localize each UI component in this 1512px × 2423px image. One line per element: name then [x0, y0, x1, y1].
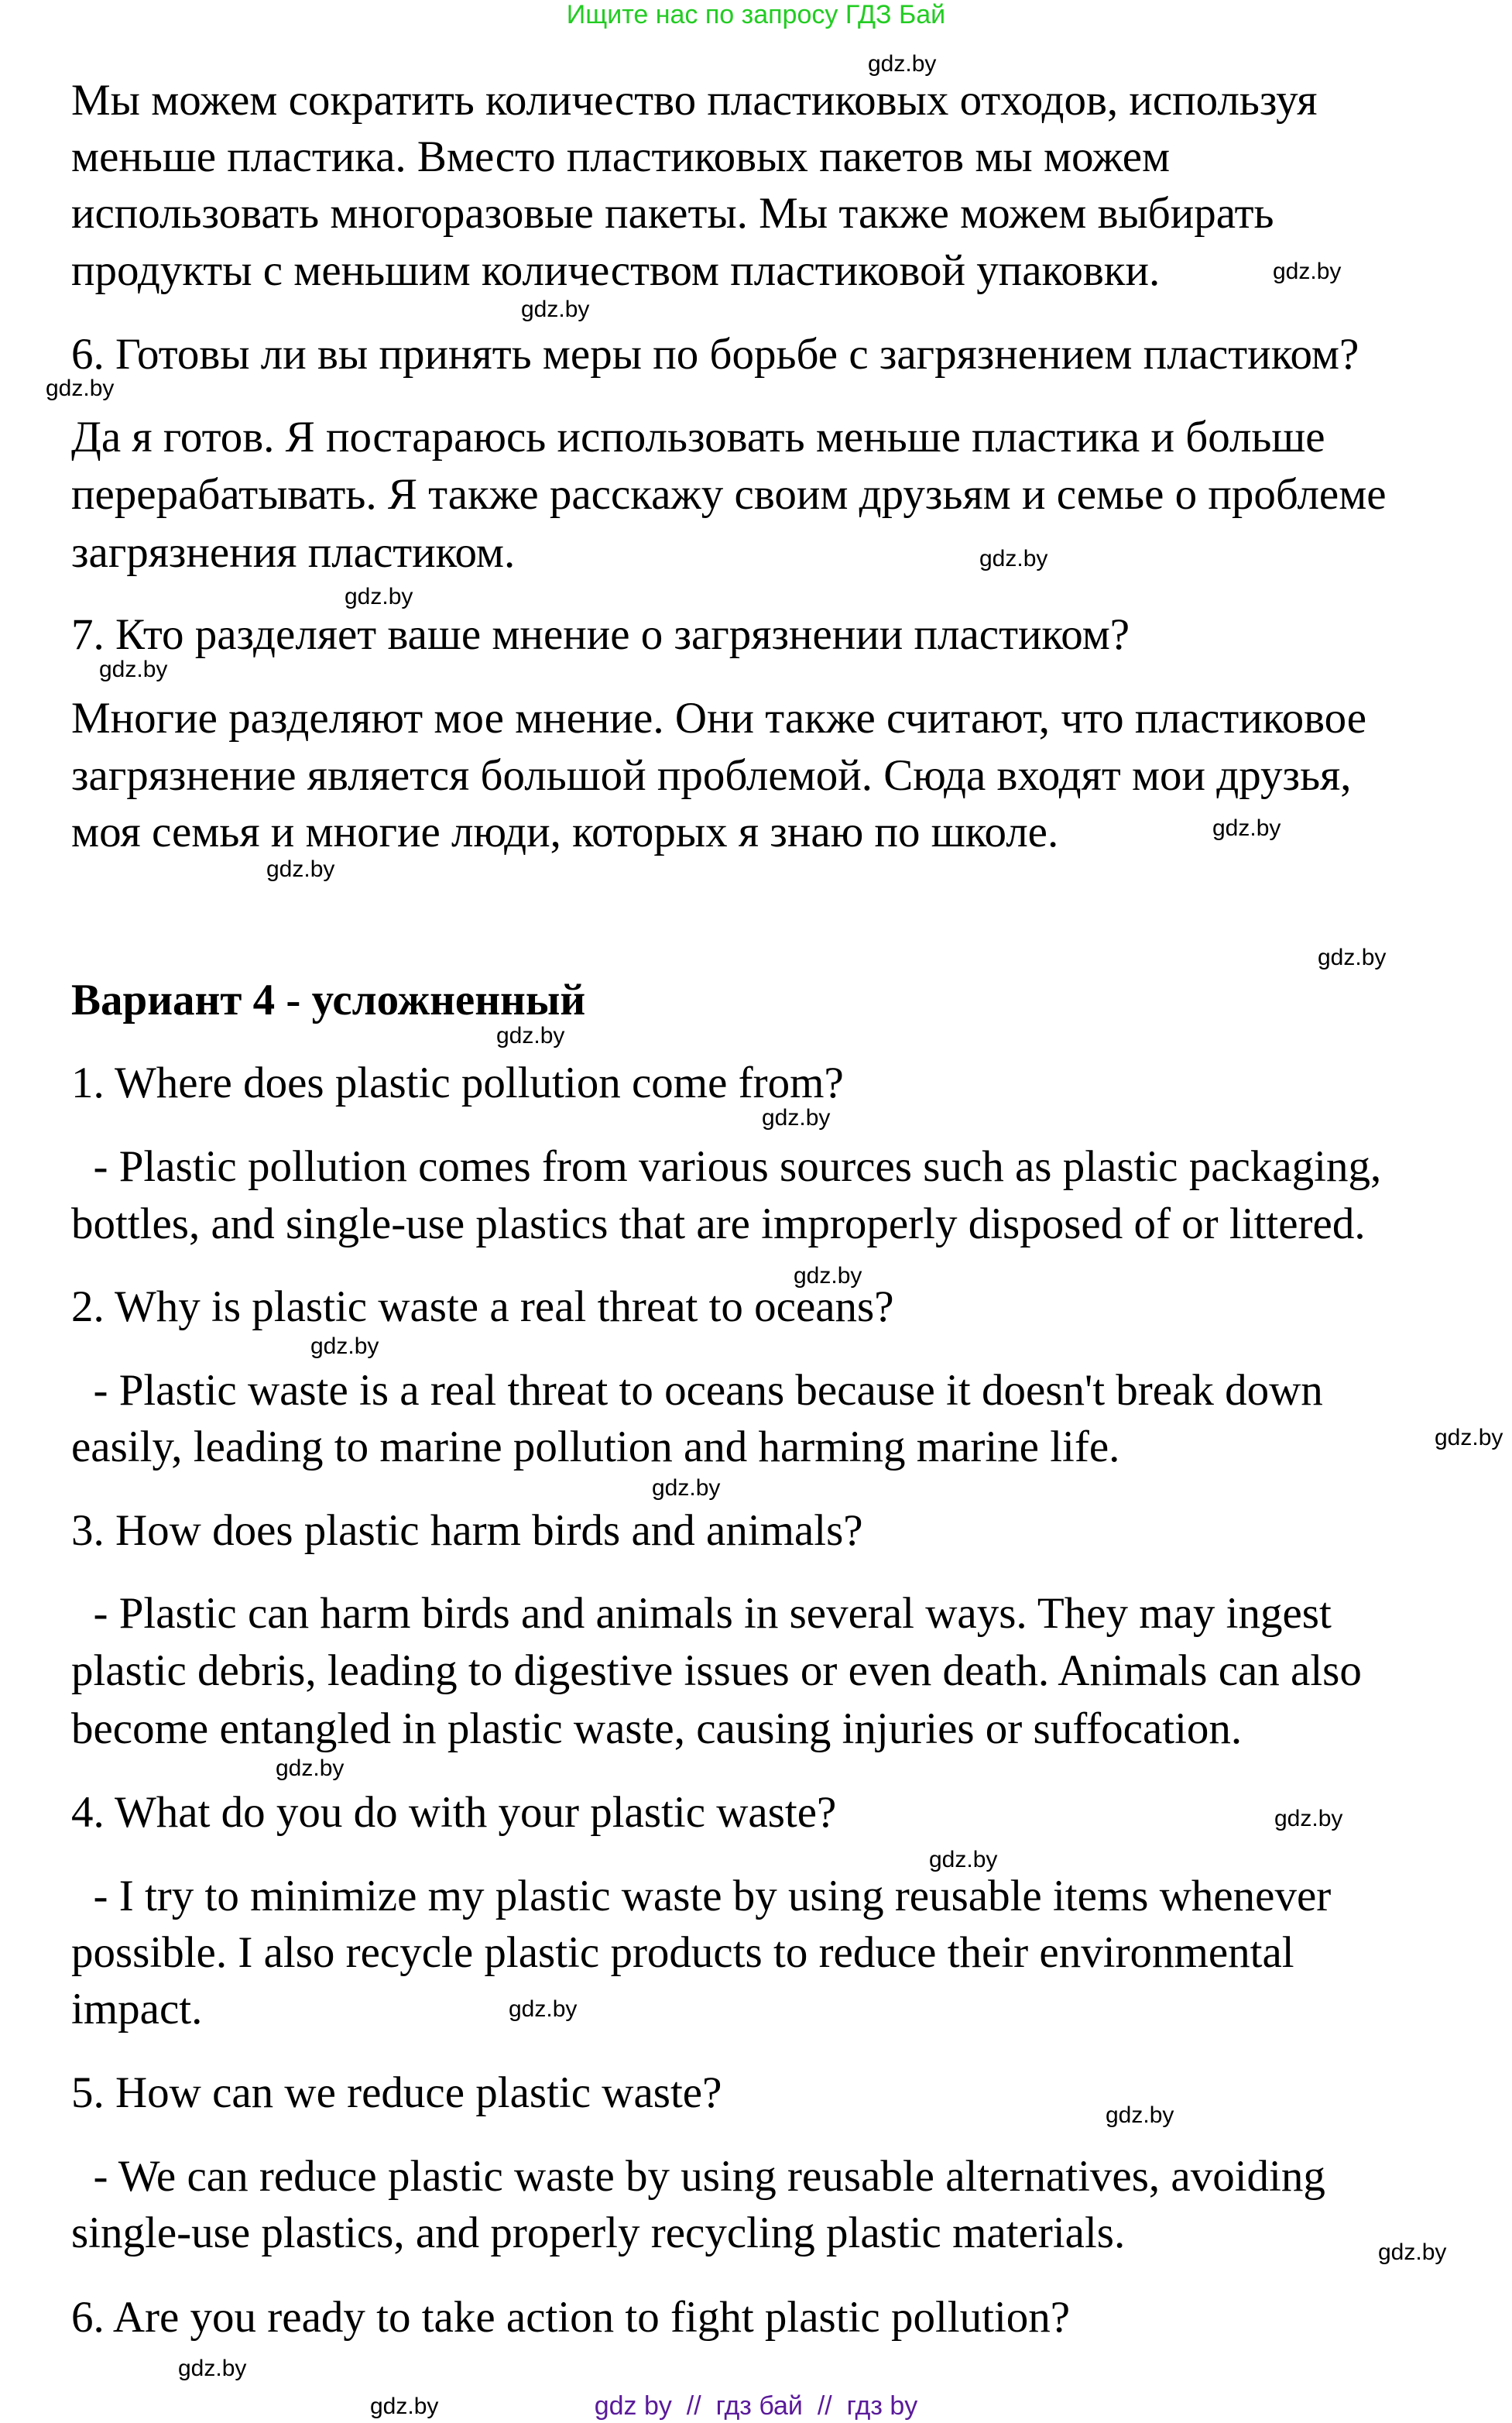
- answer-line: become entangled in plastic waste, causing injuries or suffocation.: [71, 1704, 1243, 1753]
- answer-line: bottles, and single-use plastics that are improperly disposed of or littered.: [71, 1199, 1366, 1248]
- watermark: gdz.by: [1318, 945, 1387, 970]
- answer-line: impact.: [71, 1985, 203, 2033]
- answer-line: - Plastic can harm birds and animals in several ways. They may ingest: [71, 1589, 1332, 1638]
- watermark: gdz.by: [496, 1023, 565, 1048]
- question-line: 6. Готовы ли вы принять меры по борьбе с загрязнением пластиком?: [71, 330, 1359, 379]
- footer-links: gdz by // гдз бай // гдз by: [594, 2391, 918, 2421]
- watermark: gdz.by: [521, 297, 590, 322]
- watermark: gdz.by: [276, 1755, 345, 1781]
- watermark: gdz.by: [929, 1847, 998, 1872]
- watermark: gdz.by: [1378, 2239, 1447, 2265]
- watermark: gdz.by: [868, 51, 937, 77]
- question-line: 5. How can we reduce plastic waste?: [71, 2068, 722, 2117]
- watermark: gdz.by: [310, 1333, 379, 1359]
- watermark: gdz.by: [99, 657, 168, 682]
- text-line: продукты с меньшим количеством пластиковой упаковки.: [71, 246, 1161, 295]
- watermark: gdz.by: [652, 1475, 721, 1501]
- answer-line: plastic debris, leading to digestive issues or even death. Animals can also: [71, 1646, 1362, 1695]
- section-heading: Вариант 4 - усложненный: [71, 976, 586, 1024]
- watermark: gdz.by: [1212, 815, 1281, 841]
- watermark: gdz.by: [1274, 1806, 1343, 1831]
- answer-line: - We can reduce plastic waste by using reusable alternatives, avoiding: [71, 2152, 1325, 2201]
- question-line: 7. Кто разделяет ваше мнение о загрязнении пластиком?: [71, 610, 1130, 659]
- watermark: gdz.by: [178, 2356, 247, 2381]
- watermark: gdz.by: [266, 856, 335, 882]
- question-line: 2. Why is plastic waste a real threat to oceans?: [71, 1282, 894, 1331]
- answer-line: - I try to minimize my plastic waste by using reusable items whenever: [71, 1872, 1332, 1920]
- text-line: Мы можем сократить количество пластиковых отходов, используя: [71, 76, 1318, 125]
- answer-line: перерабатывать. Я также расскажу своим друзьям и семье о проблеме: [71, 470, 1387, 519]
- answer-line: загрязнения пластиком.: [71, 528, 516, 577]
- question-line: 3. How does plastic harm birds and animals?: [71, 1506, 863, 1555]
- answer-line: possible. I also recycle plastic products to reduce their environmental: [71, 1928, 1294, 1977]
- answer-line: single-use plastics, and properly recycling plastic materials.: [71, 2208, 1126, 2257]
- answer-line: моя семья и многие люди, которых я знаю по школе.: [71, 808, 1059, 856]
- watermark: gdz.by: [509, 1996, 578, 2022]
- watermark: gdz.by: [1273, 259, 1342, 284]
- answer-line: - Plastic waste is a real threat to oceans because it doesn't break down: [71, 1366, 1323, 1415]
- watermark: gdz.by: [1106, 2102, 1174, 2128]
- watermark: gdz.by: [46, 376, 115, 401]
- text-line: меньше пластика. Вместо пластиковых пакетов мы можем: [71, 132, 1171, 181]
- watermark: gdz.by: [370, 2394, 439, 2419]
- question-line: 4. What do you do with your plastic waste?: [71, 1788, 837, 1837]
- search-hint-header: Ищите нас по запросу ГДЗ Бай: [566, 0, 946, 29]
- text-line: использовать многоразовые пакеты. Мы также можем выбирать: [71, 189, 1274, 238]
- watermark: gdz.by: [345, 584, 413, 609]
- watermark: gdz.by: [794, 1263, 862, 1289]
- answer-line: easily, leading to marine pollution and harming marine life.: [71, 1423, 1120, 1471]
- answer-line: загрязнение является большой проблемой. Сюда входят мои друзья,: [71, 751, 1352, 800]
- watermark: gdz.by: [1435, 1425, 1503, 1450]
- watermark: gdz.by: [979, 546, 1048, 571]
- watermark: gdz.by: [762, 1105, 831, 1131]
- answer-line: Да я готов. Я постараюсь использовать меньше пластика и больше: [71, 413, 1325, 462]
- question-line: 1. Where does plastic pollution come from?: [71, 1059, 844, 1107]
- answer-line: Многие разделяют мое мнение. Они также считают, что пластиковое: [71, 694, 1367, 743]
- question-line: 6. Are you ready to take action to fight plastic pollution?: [71, 2293, 1071, 2342]
- answer-line: - Plastic pollution comes from various sources such as plastic packaging,: [71, 1142, 1382, 1191]
